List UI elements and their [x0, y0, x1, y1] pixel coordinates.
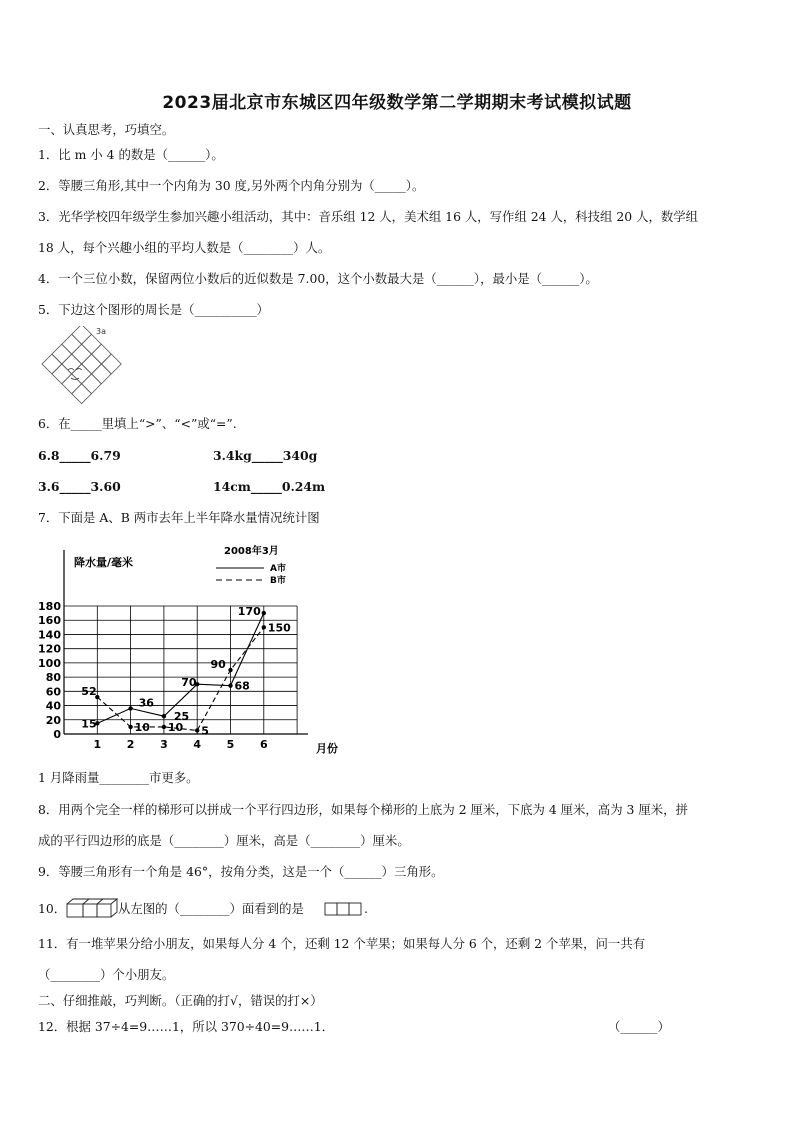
data-label: 170: [237, 605, 261, 619]
page-title: 2023届北京市东城区四年级数学第二学期期末考试模拟试题: [162, 93, 632, 113]
data-label: 70: [181, 676, 197, 690]
question-10-number: 10．: [38, 901, 67, 916]
data-point: [162, 725, 166, 729]
series-line-A市: [97, 613, 263, 723]
question-4: 4．一个三位小数，保留两位小数后的近似数是 7.00，这个小数最大是（______），最小是（______）。: [38, 271, 598, 286]
q6-item-4: 14cm_____0.24m: [213, 479, 326, 494]
legend-b-label: B市: [270, 576, 286, 586]
q5-side-label: 3a: [96, 327, 106, 336]
y-tick-label: 20: [45, 713, 61, 727]
y-tick-label: 180: [38, 600, 61, 613]
q6-item-1: 6.8_____6.79: [38, 448, 121, 463]
q6-item-3: 3.6_____3.60: [38, 479, 121, 494]
question-7-answer: 1 月降雨量________市更多。: [38, 770, 199, 785]
data-point: [228, 668, 232, 672]
question-1: 1．比 m 小 4 的数是（______）。: [38, 147, 224, 162]
y-tick-label: 0: [53, 728, 61, 741]
data-label: 150: [267, 621, 291, 635]
x-tick-label: 1: [93, 738, 102, 751]
data-point: [162, 714, 166, 718]
data-label: 52: [81, 685, 97, 699]
q5-staircase-figure: [38, 326, 128, 406]
y-tick-label: 140: [38, 628, 61, 642]
y-tick-label: 40: [45, 699, 61, 713]
data-label: 10: [134, 720, 150, 734]
q10-answer-view-figure: [324, 901, 364, 917]
question-11-line-1: 11．有一堆苹果分给小朋友，如果每人分 4 个，还剩 12 个苹果；如果每人分 6 个，还剩 2 个苹果，问一共有: [38, 936, 646, 951]
legend-a-label: A市: [270, 564, 286, 574]
section-2-heading: 二、仔细推敲，巧判断。（正确的打√，错误的打×）: [38, 993, 323, 1008]
data-point: [128, 725, 132, 729]
rainfall-line-chart: [38, 540, 358, 762]
chart-y-axis-label: 降水量/毫米: [74, 556, 134, 569]
x-tick-label: 4: [193, 738, 202, 751]
question-6: 6．在_____里填上“>”、“<”或“=”.: [38, 416, 237, 431]
data-point: [128, 706, 132, 710]
q6-item-2: 3.4kg_____340g: [213, 448, 318, 463]
question-3-line-2: 18 人，每个兴趣小组的平均人数是（________）人。: [38, 240, 331, 255]
y-tick-label: 80: [45, 671, 61, 685]
data-label: 68: [234, 679, 250, 693]
data-label: 10: [167, 720, 184, 734]
data-label: 15: [81, 717, 97, 731]
question-8-line-2: 成的平行四边形的底是（________）厘米，高是（________）厘米。: [38, 833, 410, 848]
data-point: [262, 611, 266, 615]
question-8-line-1: 8．用两个完全一样的梯形可以拼成一个平行四边形，如果每个梯形的上底为 2 厘米，下底为 4 厘米，高为 3 厘米，拼: [38, 802, 688, 817]
data-point: [262, 625, 266, 629]
question-2: 2．等腰三角形,其中一个内角为 30 度,另外两个内角分别为（_____）。: [38, 178, 425, 193]
data-label: 90: [210, 658, 226, 671]
data-label: 5: [201, 724, 209, 738]
question-3-line-1: 3．光华学校四年级学生参加兴趣小组活动，其中：音乐组 12 人，美术组 16 人，写作组 24 人，科技组 20 人，数学组: [38, 209, 699, 224]
question-12: 12．根据 37÷4=9……1，所以 370÷40=9……1．: [38, 1019, 335, 1034]
question-7: 7．下面是 A、B 两市去年上半年降水量情况统计图: [38, 510, 320, 525]
question-10-end: .: [364, 901, 368, 916]
q10-cuboid-figure: [66, 898, 118, 918]
chart-title: 2008年3月: [224, 546, 279, 557]
data-point: [228, 683, 232, 687]
data-label: 25: [173, 710, 190, 724]
y-tick-label: 120: [38, 642, 61, 656]
y-tick-label: 100: [38, 656, 61, 670]
section-1-heading: 一、认真思考，巧填空。: [38, 122, 175, 137]
question-12-answer-blank: （______）: [608, 1019, 670, 1034]
question-5: 5．下边这个图形的周长是（__________）: [38, 302, 269, 317]
chart-x-axis-label: 月份: [316, 742, 338, 755]
x-tick-label: 3: [160, 738, 168, 751]
x-tick-label: 5: [226, 738, 235, 751]
data-point: [195, 728, 199, 732]
data-label: 36: [138, 696, 154, 710]
y-tick-label: 160: [38, 614, 61, 628]
question-9: 9．等腰三角形有一个角是 46°，按角分类，这是一个（______）三角形。: [38, 864, 444, 879]
question-10-text: 从左图的（________）面看到的是: [118, 901, 304, 916]
question-11-line-2: （________）个小朋友。: [38, 967, 175, 982]
y-tick-label: 60: [45, 685, 61, 699]
x-tick-label: 6: [259, 738, 268, 751]
x-tick-label: 2: [126, 738, 135, 751]
